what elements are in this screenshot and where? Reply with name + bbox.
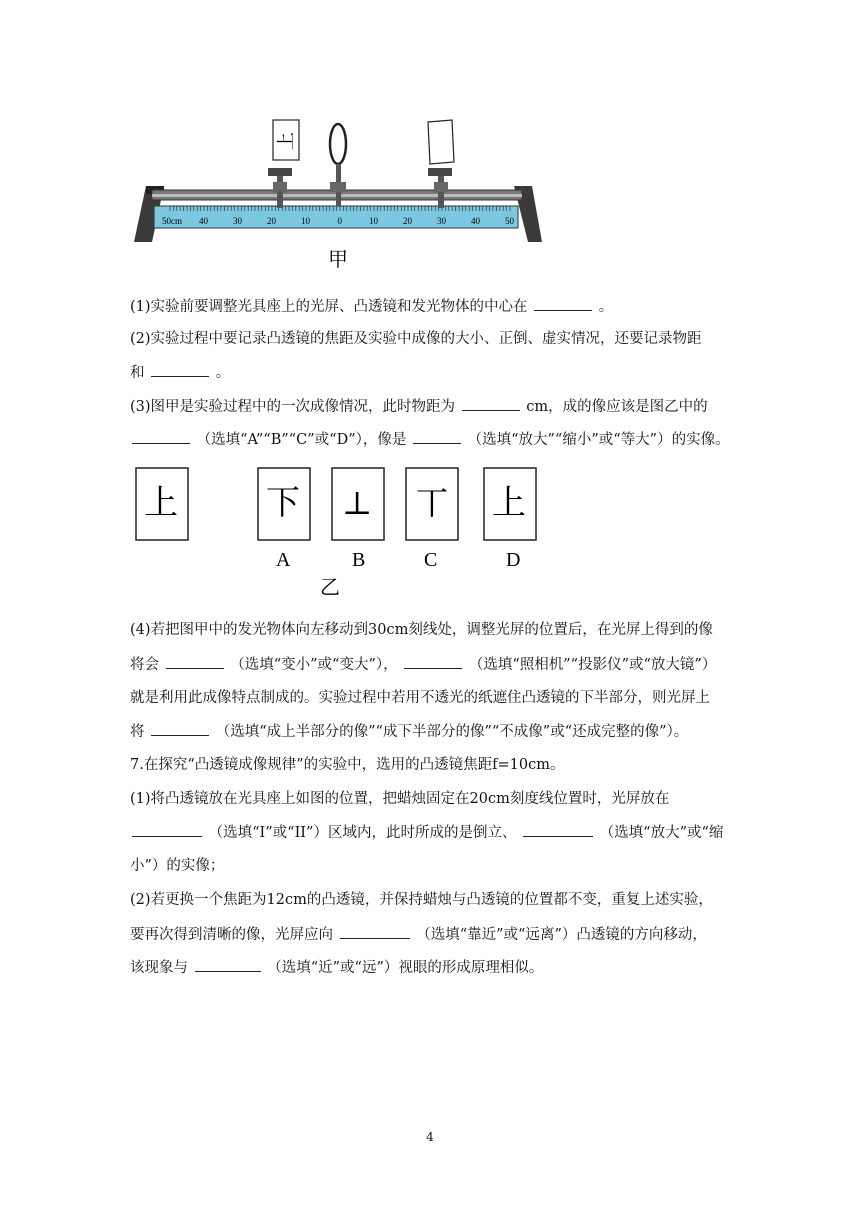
- svg-text:下: 下: [266, 485, 300, 522]
- figure-jia-caption: 甲: [328, 249, 348, 271]
- svg-text:B: B: [352, 549, 366, 571]
- ruler-tick-label: 10: [301, 216, 310, 226]
- page-number: 4: [426, 1130, 434, 1144]
- question-7-2: (2)若更换一个焦距为12cm的凸透镜，并保持蜡烛与凸透镜的位置都不变，重复上述实验，: [130, 892, 713, 908]
- question-line-1: (1)实验前要调整光具座上的光屏、凸透镜和发光物体的中心在 。: [130, 296, 613, 317]
- svg-text:C: C: [424, 549, 438, 571]
- option-c-card: [406, 468, 458, 571]
- image-options-figure: [130, 462, 550, 602]
- question-7-2c: 该现象与 （选填“近”或“远”）视眼的形成原理相似。: [130, 957, 543, 978]
- question-line-4d: 将 （选填“成上半部分的像”“成下半部分的像”“不成像”或“还成完整的像”）。: [130, 721, 688, 742]
- answer-blank-7-2[interactable]: [523, 822, 593, 837]
- question-line-2: (2)实验过程中要记录凸透镜的焦距及实验中成像的大小、正倒、虚实情况，还要记录物距: [130, 331, 702, 347]
- answer-blank-4-3[interactable]: [151, 721, 209, 736]
- answer-blank-4-1[interactable]: [166, 654, 224, 669]
- question-7-2b: 要再次得到清晰的像，光屏应向 （选填“靠近”或“远离”）凸透镜的方向移动，: [130, 924, 707, 945]
- option-a-card: [258, 468, 310, 571]
- svg-text:丅: 丅: [416, 485, 449, 521]
- ruler-tick-label: 50: [505, 216, 514, 226]
- svg-text:上: 上: [144, 485, 178, 522]
- ruler-tick-label: 30: [437, 216, 446, 226]
- svg-text:A: A: [276, 549, 291, 571]
- ruler-tick-label: 30: [233, 216, 242, 226]
- answer-blank-7-1[interactable]: [132, 822, 202, 837]
- question-line-4c: 就是利用此成像特点制成的。实验过程中若用不透光的纸遮住凸透镜的下半部分，则光屏上: [130, 690, 710, 706]
- question-line-4b: 将会 （选填“变小”或“变大”）， （选填“照相机”“投影仪”或“放大镜”）: [130, 654, 716, 675]
- ruler-unit-label: 50cm: [162, 216, 182, 226]
- ruler-tick-label: 20: [403, 216, 412, 226]
- answer-blank-4-2[interactable]: [404, 654, 462, 669]
- answer-blank-2-1[interactable]: [151, 362, 209, 377]
- figure-yi-caption: 乙: [320, 577, 340, 599]
- ruler-tick-label: 40: [199, 216, 208, 226]
- svg-text:D: D: [506, 549, 521, 571]
- option-d-card: [484, 468, 536, 571]
- question-7-1b: （选填“I”或“II”）区域内，此时所成的是倒立、 （选填“放大”或“缩: [130, 822, 723, 843]
- answer-blank-1-1[interactable]: [534, 296, 592, 311]
- svg-text:上: 上: [492, 485, 526, 522]
- ruler-tick-label: 20: [267, 216, 276, 226]
- ruler-tick-label: 0: [337, 216, 342, 226]
- bench-object-char: 上: [276, 132, 296, 150]
- answer-blank-3-3[interactable]: [413, 429, 461, 444]
- question-line-2b: 和 。: [130, 362, 230, 383]
- ruler-tick-label: 40: [471, 216, 480, 226]
- question-line-3b: （选填“A”“B”“C”或“D”），像是 （选填“放大”“缩小”或“等大”）的实像。: [130, 429, 730, 450]
- answer-blank-3-2[interactable]: [132, 429, 190, 444]
- object-card: [136, 468, 188, 540]
- optical-bench-figure: [130, 116, 550, 276]
- question-7-1c: 小”）的实像；: [130, 858, 225, 874]
- answer-blank-7-3[interactable]: [340, 924, 410, 939]
- answer-blank-3-1[interactable]: [462, 396, 520, 411]
- question-7-1: (1)将凸透镜放在光具座上如图的位置，把蜡烛固定在20cm刻度线位置时，光屏放在: [130, 791, 670, 807]
- question-line-4: (4)若把图甲中的发光物体向左移动到30cm刻线处，调整光屏的位置后，在光屏上得到的像: [130, 622, 713, 638]
- option-b-card: [332, 468, 384, 571]
- ruler-tick-label: 10: [369, 216, 378, 226]
- answer-blank-7-4[interactable]: [195, 957, 261, 972]
- svg-text:⊥: ⊥: [342, 485, 373, 521]
- question-7-stem: 7.在探究“凸透镜成像规律”的实验中，选用的凸透镜焦距f=10cm。: [130, 757, 565, 773]
- question-line-3: (3)图甲是实验过程中的一次成像情况，此时物距为 cm，成的像应该是图乙中的: [130, 396, 708, 417]
